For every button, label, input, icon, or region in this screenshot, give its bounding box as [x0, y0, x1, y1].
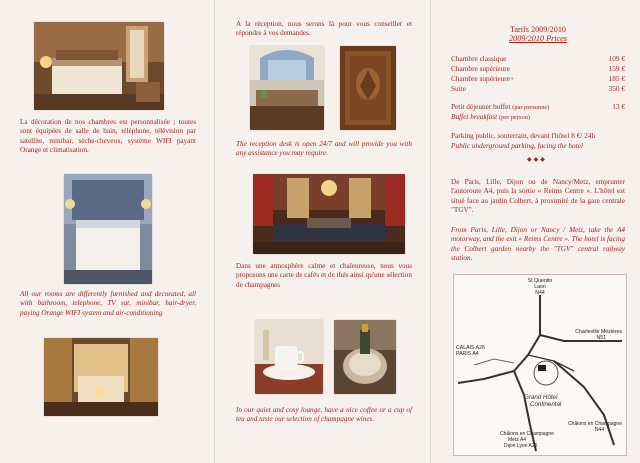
parking-text-en: Public underground parking, facing the hotel	[451, 141, 583, 150]
bedroom-photo	[44, 338, 158, 416]
prices-subtitle: 2009/2010 Prices	[509, 34, 567, 43]
breakfast-label: Petit déjeuner buffet	[451, 102, 511, 111]
price-value: 109 €	[608, 54, 625, 63]
map-label-br2: N44	[594, 427, 604, 433]
breakfast-en-note: (per person)	[498, 114, 531, 121]
map-label-left2: PARIS A4	[456, 351, 479, 357]
reception-photo	[250, 46, 324, 130]
price-label: Chambre classique	[451, 54, 507, 63]
separator-diamonds: ◆◆◆	[527, 157, 547, 163]
price-value: 185 €	[608, 74, 625, 83]
champagne-photo	[334, 320, 396, 394]
map-label-bl2: Metz A4	[508, 437, 527, 443]
price-label: Suite	[451, 84, 466, 93]
price-row	[451, 74, 625, 83]
lounge-text-en: In our quiet and cosy lounge, have a nice coffee or a cup of tea and taste our selection of champagne wines.	[236, 406, 412, 424]
parking-text: Parking public, souterrain, devant l'hôtel 8 €/ 24h	[451, 131, 596, 140]
price-row	[451, 54, 625, 63]
price-value: 350 €	[608, 84, 625, 93]
prices-title: Tarifs 2009/2010	[509, 25, 567, 34]
rooms-text-en: All our rooms are differently furnished and decorated, all with bathroom, telephone, TV sat, minibar, hair-dryer, paying Orange WIFI system and air-conditioning	[20, 290, 196, 317]
access-map	[453, 274, 627, 456]
map-label-bl1: Châlons en Champagne	[500, 431, 554, 437]
price-value: 159 €	[608, 64, 625, 73]
breakfast-price: 13 €	[612, 102, 625, 111]
breakfast-en-row	[451, 112, 625, 121]
hotel-label: Grand Hôtel	[524, 394, 558, 401]
hotel-label-2: Continental	[530, 401, 562, 408]
price-row	[451, 84, 625, 93]
price-label: Chambre supérieure	[451, 64, 510, 73]
bedroom-photo	[64, 174, 152, 284]
map-label-right: Charleville Mézières	[575, 329, 622, 335]
map-label-top: St Quentin	[527, 278, 553, 284]
breakfast-note: (par personne)	[512, 104, 550, 111]
map-label-bl3: Dijon Lyon A26	[504, 443, 538, 449]
price-label: Chambre supérieure+	[451, 74, 515, 83]
lounge-photo	[253, 174, 405, 254]
rooms-text-fr: La décoration de nos chambres est personnalisée ; toutes sont équipées de salle de bain, téléphone, télévision par satellite, minibar, sèche-cheveux, système WIFI payant Orange et climatisation.	[20, 118, 196, 155]
wood-panel-photo	[340, 46, 396, 130]
coffee-photo	[255, 320, 323, 394]
map-label-top2: Laon	[534, 284, 546, 290]
bedroom-photo	[34, 22, 164, 110]
directions-en: From Paris, Lille, Dijon or Nancy / Metz, take the A4 motorway, and the exit « Reims Centre ». The hotel is facing the Colbert garden nearby the "TGV" central railway station.	[451, 226, 625, 263]
directions-fr: De Paris, Lille, Dijon ou de Nancy/Metz, emprunter l'autoroute A4, puis la sortie « Reims Centre ». L'hôtel est situé face au jardin Colbert, à proximité de la gare centrale "TGV".	[451, 178, 625, 215]
price-row	[451, 64, 625, 73]
breakfast-row	[451, 102, 625, 111]
breakfast-en: Buffet breakfast	[451, 112, 498, 121]
map-label-right2: N51	[596, 335, 606, 341]
reception-text-en: The reception desk is open 24/7 and will provide you with any assistance you may require.	[236, 140, 412, 158]
map-label-left: CALAIS A26	[456, 345, 485, 351]
map-label-br1: Châlons en Champagne	[568, 421, 622, 427]
reception-text-fr: A la réception, nous serons là pour vous conseiller et répondre à vos demandes.	[236, 20, 412, 38]
map-label-top3: N44	[535, 290, 545, 296]
lounge-text-fr: Dans une atmosphère calme et chaleureuse, nous vous proposons une carte de cafés et de thés ainsi qu'une sélection de champagnes	[236, 262, 412, 289]
